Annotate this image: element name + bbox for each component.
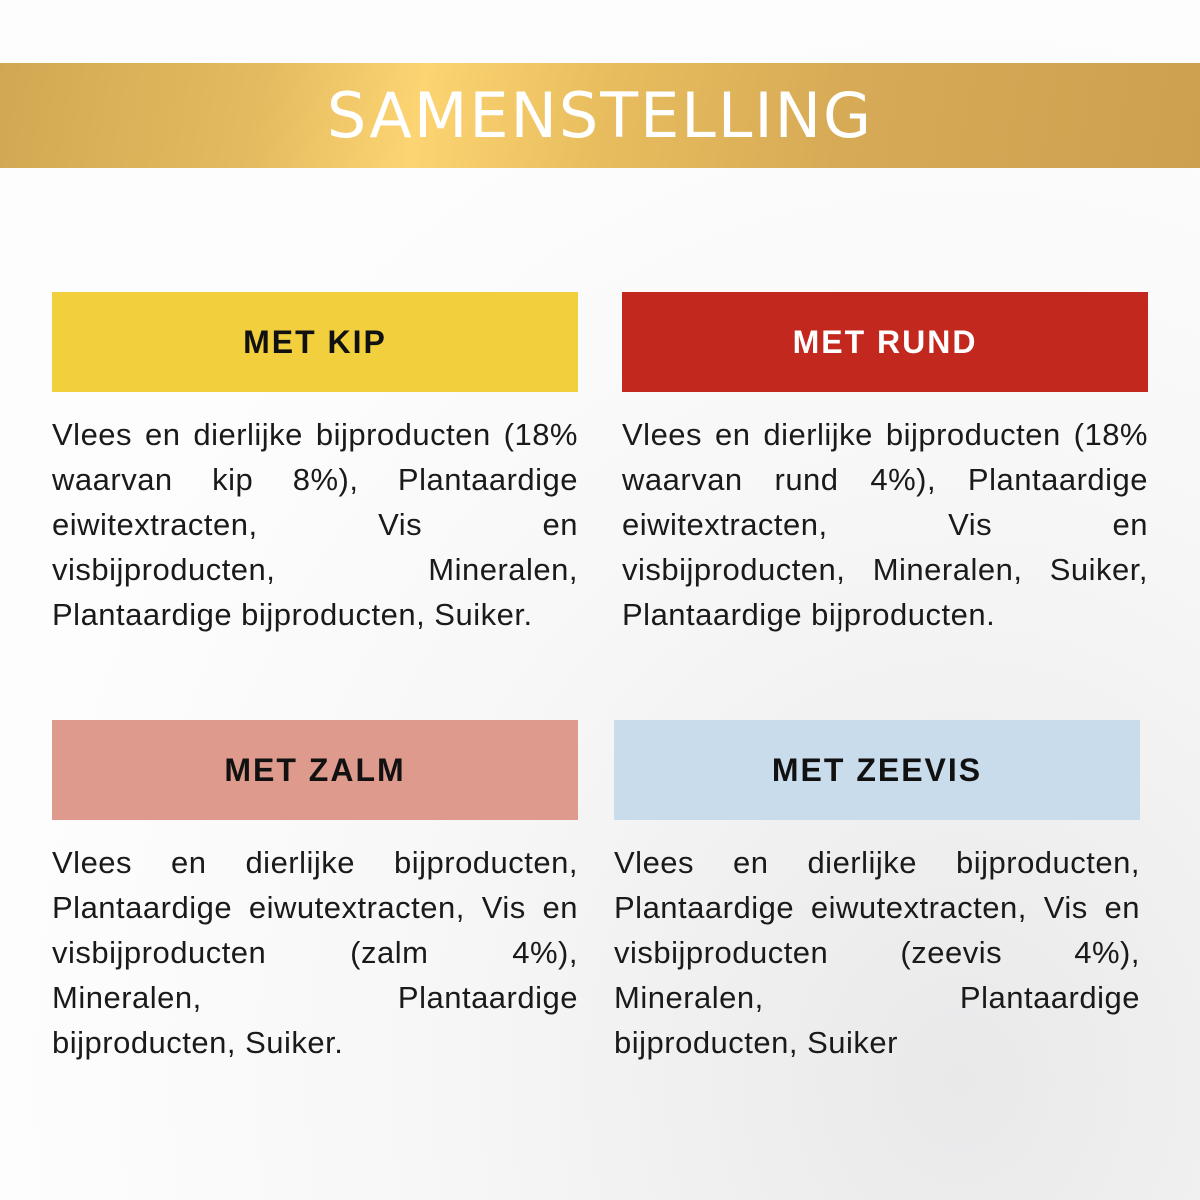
section-text: Vlees en dierlijke bijproducten, Plantaardige eiwutextracten, Vis en visbijproducten (zeevis 4%), Mineralen, Plantaardige bijproducten, Suiker <box>614 845 1140 1060</box>
section-text: Vlees en dierlijke bijproducten, Plantaardige eiwutextracten, Vis en visbijproducten (zalm 4%), Mineralen, Plantaardige bijproducten, Suiker. <box>52 845 578 1060</box>
section-zalm <box>52 720 578 1065</box>
section-text: Vlees en dierlijke bijproducten (18% waarvan kip 8%), Plantaardige eiwitextracten, Vis en visbijproducten, Mineralen, Plantaardige bijproducten, Suiker. <box>52 417 578 632</box>
section-heading: MET RUND <box>622 292 1148 392</box>
title-banner <box>0 63 1200 168</box>
section-heading: MET ZALM <box>52 720 578 820</box>
section-kip <box>52 292 578 637</box>
section-heading: MET KIP <box>52 292 578 392</box>
section-text: Vlees en dierlijke bijproducten (18% waarvan rund 4%), Plantaardige eiwitextracten, Vis en visbijproducten, Mineralen, Suiker, Plantaardige bijproducten. <box>622 417 1148 632</box>
page-title: SAMENSTELLING <box>326 79 874 152</box>
section-heading: MET ZEEVIS <box>614 720 1140 820</box>
section-rund <box>622 292 1148 637</box>
section-zeevis <box>614 720 1140 1065</box>
